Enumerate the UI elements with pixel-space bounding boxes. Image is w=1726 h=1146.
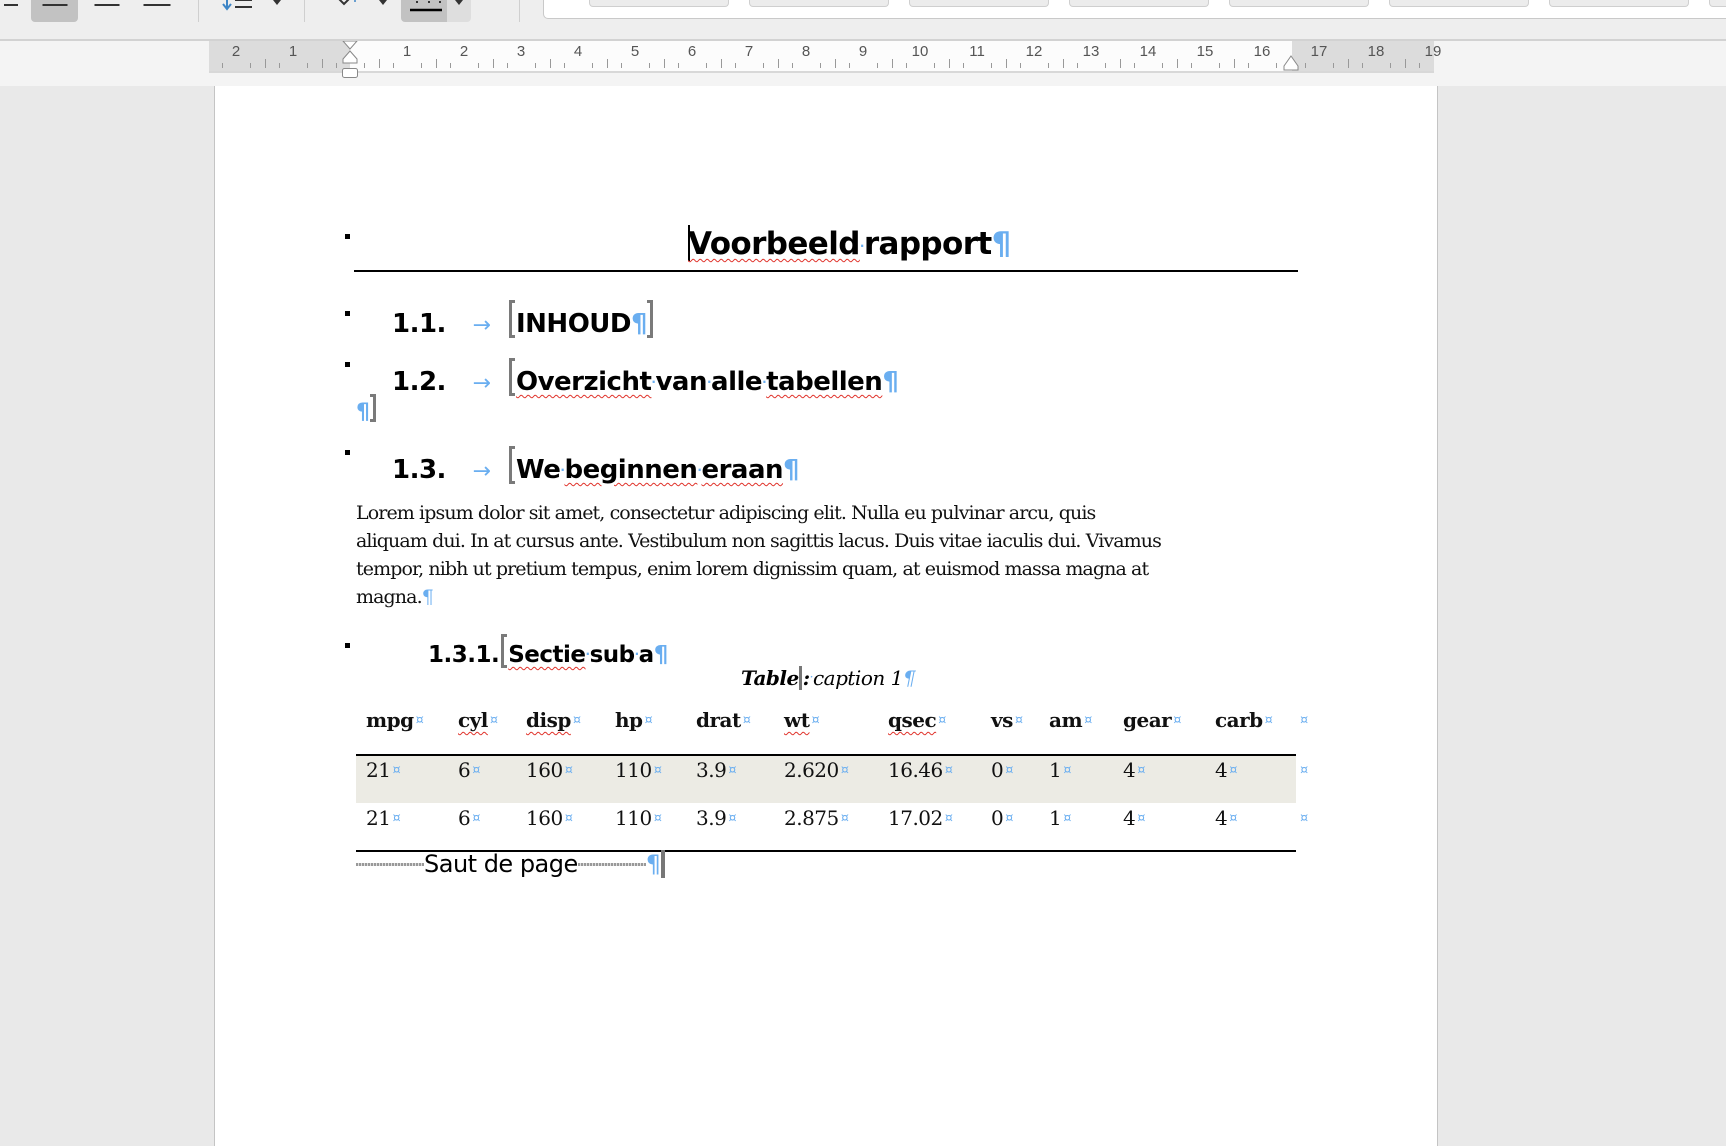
style-tile[interactable] (909, 0, 1049, 7)
ruler-tick (1276, 63, 1277, 68)
ruler-tick (949, 59, 950, 68)
align-center-icon (42, 0, 67, 12)
line-spacing-icon (222, 0, 262, 12)
ruler-tick (934, 63, 935, 68)
ruler-tick (1362, 63, 1363, 68)
ruler-tick (1177, 59, 1178, 68)
tab-arrow-icon: → (472, 371, 491, 396)
cell-end-marker: ¤ (811, 713, 820, 728)
ruler-tick (1248, 63, 1249, 68)
ruler-tick (436, 59, 437, 68)
ruler-label: 10 (911, 43, 929, 60)
paragraph-marker (345, 450, 350, 455)
ruler-label: 2 (459, 43, 469, 60)
ruler-tick (307, 63, 308, 68)
table-header-am[interactable]: am ¤ (1049, 708, 1092, 732)
table-cell[interactable]: 4 ¤ (1123, 758, 1146, 782)
ruler-tick (592, 63, 593, 68)
heading-1-1: 1.1. → INHOUD¶ (392, 300, 653, 339)
ruler-label: 13 (1082, 43, 1100, 60)
cell-end-marker: ¤ (564, 811, 573, 826)
align-center-button[interactable] (31, 0, 78, 22)
row-end-marker: ¤ (1300, 763, 1308, 778)
style-tile[interactable] (1549, 0, 1689, 7)
cell-end-marker: ¤ (392, 811, 401, 826)
title-underline (354, 270, 1298, 272)
cell-end-marker: ¤ (1084, 713, 1092, 728)
empty-paragraph: ¶ (356, 394, 376, 425)
ruler-tick (1305, 63, 1306, 68)
cell-end-marker: ¤ (1137, 763, 1146, 778)
table-cell[interactable]: 110 ¤ (615, 758, 662, 782)
table-cell[interactable]: 17.02 ¤ (888, 806, 953, 830)
heading-1-2: 1.2. → Overzicht·van·alle·tabellen¶ (392, 358, 898, 397)
ruler-tick (1063, 59, 1064, 68)
ruler-tick (421, 63, 422, 68)
ruler-tick (1333, 63, 1334, 68)
cell-end-marker: ¤ (1063, 811, 1072, 826)
ruler-tick (820, 63, 821, 68)
tab-arrow-icon: → (472, 459, 491, 484)
align-right-button[interactable] (92, 0, 122, 22)
paragraph-marker (345, 311, 350, 316)
ruler-label: 16 (1253, 43, 1271, 60)
bookmark-start (509, 358, 515, 396)
line-spacing-button[interactable] (220, 0, 282, 22)
right-indent-marker[interactable] (1283, 55, 1299, 71)
document-title: Voorbeeld·rapport¶ (688, 226, 1011, 262)
table-cell[interactable]: 2.875 ¤ (784, 806, 849, 830)
style-tile[interactable] (749, 0, 889, 7)
ruler-tick (1219, 63, 1220, 68)
cell-end-marker: ¤ (1063, 763, 1072, 778)
cell-end-marker: ¤ (944, 763, 953, 778)
align-left-icon (4, 0, 22, 12)
table-cell[interactable]: 0 ¤ (991, 758, 1014, 782)
table-cell[interactable]: 6 ¤ (458, 806, 481, 830)
row-end-marker: ¤ (1300, 713, 1308, 728)
pilcrow-mark: ¶ (991, 226, 1011, 262)
ruler-tick (493, 59, 494, 68)
ruler-tick (222, 63, 223, 68)
styles-gallery (543, 0, 1726, 19)
table-header-vs[interactable]: vs ¤ (991, 708, 1023, 732)
cell-end-marker: ¤ (938, 713, 946, 728)
cell-end-marker: ¤ (644, 713, 653, 728)
ruler-tick (393, 63, 394, 68)
table-cell[interactable]: 2.620 ¤ (784, 758, 849, 782)
cell-end-marker: ¤ (564, 763, 573, 778)
heading-1-3: 1.3. → We·beginnen·eraan¶ (392, 446, 799, 485)
table-header-gear[interactable]: gear ¤ (1123, 708, 1181, 732)
cell-end-marker: ¤ (728, 763, 737, 778)
cell-end-marker: ¤ (653, 763, 662, 778)
ruler-tick (250, 63, 251, 68)
ruler-label: 9 (858, 43, 868, 60)
ruler-label: 1 (402, 43, 412, 60)
cell-end-marker: ¤ (1229, 811, 1238, 826)
table-cell[interactable]: 160 ¤ (526, 758, 573, 782)
ruler-tick (336, 63, 337, 68)
table-header-mpg[interactable]: mpg ¤ (366, 708, 424, 732)
ruler-area (0, 41, 1726, 86)
table-cell[interactable]: 4 ¤ (1215, 806, 1238, 830)
borders-icon (408, 0, 444, 12)
ruler-tick (792, 63, 793, 68)
ruler-tick (265, 59, 266, 68)
ruler-tick (664, 59, 665, 68)
toolbar-separator (304, 0, 305, 22)
table-cell[interactable]: 1 ¤ (1049, 758, 1072, 782)
ruler-label: 8 (801, 43, 811, 60)
cell-end-marker: ¤ (742, 713, 751, 728)
ruler-tick (507, 63, 508, 68)
chevron-down-icon[interactable] (379, 0, 387, 5)
ruler-tick (849, 63, 850, 68)
paragraph-marker (345, 234, 350, 239)
ruler-tick (621, 63, 622, 68)
chevron-down-icon[interactable] (455, 0, 463, 5)
ruler-tick (778, 59, 779, 68)
cell-end-marker: ¤ (392, 763, 401, 778)
left-indent-marker[interactable] (342, 68, 358, 78)
ruler-label: 4 (573, 43, 583, 60)
style-tile[interactable] (1389, 0, 1529, 7)
table-header-carb[interactable]: carb ¤ (1215, 708, 1273, 732)
table-header-qsec[interactable]: qsec ¤ (888, 708, 946, 732)
table-header-cyl[interactable]: cyl ¤ (458, 708, 498, 732)
table-cell[interactable]: 1 ¤ (1049, 806, 1072, 830)
ruler-tick (735, 63, 736, 68)
ruler-label: 11 (969, 43, 985, 60)
cell-end-marker: ¤ (1264, 713, 1273, 728)
page-break: Saut de page ¶ (356, 850, 665, 878)
ruler-tick (649, 63, 650, 68)
cell-end-marker: ¤ (1229, 763, 1238, 778)
table-header-hp[interactable]: hp ¤ (615, 708, 653, 732)
table-cell[interactable]: 21 ¤ (366, 806, 401, 830)
ruler-label: 15 (1196, 43, 1214, 60)
cell-end-marker: ¤ (1137, 811, 1146, 826)
style-tile[interactable] (1709, 0, 1726, 7)
ruler-tick (1390, 63, 1391, 68)
cell-end-marker: ¤ (572, 713, 581, 728)
cell-end-marker: ¤ (653, 811, 662, 826)
align-left-button[interactable] (0, 0, 24, 22)
ruler-label: 7 (744, 43, 754, 60)
ruler-tick (1405, 59, 1406, 68)
horizontal-ruler[interactable] (209, 41, 1442, 73)
style-tile[interactable] (1069, 0, 1209, 7)
ruler-tick (1134, 63, 1135, 68)
cell-end-marker: ¤ (472, 811, 481, 826)
ruler-label: 1 (288, 43, 298, 60)
ruler-tick (279, 63, 280, 68)
ruler-label: 3 (516, 43, 526, 60)
paragraph-marker (345, 362, 350, 367)
table-cell[interactable]: 0 ¤ (991, 806, 1014, 830)
paint-bucket-icon (334, 0, 364, 8)
ruler-tick (1419, 63, 1420, 68)
ruler-tick (892, 59, 893, 68)
ruler-tick (322, 59, 323, 68)
align-right-icon (95, 0, 120, 12)
ruler-tick (963, 63, 964, 68)
ruler-label: 19 (1424, 43, 1442, 60)
cell-end-marker: ¤ (728, 811, 737, 826)
cell-end-marker: ¤ (944, 811, 953, 826)
table-caption: Table :·caption 1¶ (741, 666, 916, 690)
bookmark-start (501, 634, 507, 668)
ruler-tick (906, 63, 907, 68)
paragraph-marker (345, 643, 350, 648)
ruler-tick (1191, 63, 1192, 68)
ruler-tick (1162, 63, 1163, 68)
style-tile[interactable] (589, 0, 729, 7)
ruler-tick (991, 63, 992, 68)
body-paragraph: Lorem ipsum dolor sit amet, consectetur adipiscing elit. Nulla eu pulvinar arcu, quis aliquam dui. In at cursus ante. Vestibulum non sagittis lacus. Duis vitae iaculis dui. Vivamus tempor, nibh ut pretium tempus, enim lorem dignissim quam, at euismod massa magna at magna.¶ (356, 502, 1161, 608)
ruler-label: 12 (1025, 43, 1043, 60)
ruler-tick (450, 63, 451, 68)
borders-button[interactable] (401, 0, 471, 22)
table-header-drat[interactable]: drat ¤ (696, 708, 751, 732)
document-page[interactable] (215, 86, 1437, 1146)
ruler-tick (835, 59, 836, 68)
heading-1-3-1: 1.3.1. Sectie·sub·a¶ (428, 634, 668, 668)
ruler-label: 18 (1367, 43, 1385, 60)
ruler-tick (564, 63, 565, 68)
table-cell[interactable]: 16.46 ¤ (888, 758, 953, 782)
bookmark-end (647, 300, 653, 338)
table-cell[interactable]: 110 ¤ (615, 806, 662, 830)
table-cell[interactable]: 3.9 ¤ (696, 758, 737, 782)
ruler-tick (607, 59, 608, 68)
ruler-tick (535, 63, 536, 68)
cell-end-marker: ¤ (840, 811, 849, 826)
chevron-down-icon[interactable] (273, 0, 281, 5)
ruler-tick (1048, 63, 1049, 68)
ruler-tick (877, 63, 878, 68)
tab-arrow-icon: → (472, 313, 491, 338)
style-tile[interactable] (1229, 0, 1369, 7)
table-cell[interactable]: 160 ¤ (526, 806, 573, 830)
ruler-label: 2 (231, 43, 241, 60)
table-cell[interactable]: 4 ¤ (1123, 806, 1146, 830)
ruler-tick (478, 63, 479, 68)
bookmark-start (509, 300, 515, 338)
ruler-label: 5 (630, 43, 640, 60)
table-cell[interactable]: 6 ¤ (458, 758, 481, 782)
cell-end-marker: ¤ (489, 713, 498, 728)
table-cell[interactable]: 4 ¤ (1215, 758, 1238, 782)
table-cell[interactable]: 21 ¤ (366, 758, 401, 782)
ruler-tick (379, 59, 380, 68)
ruler-tick (706, 63, 707, 68)
ruler-tick (1348, 59, 1349, 68)
row-end-marker: ¤ (1300, 811, 1308, 826)
ruler-tick (678, 63, 679, 68)
table-cell[interactable]: 3.9 ¤ (696, 806, 737, 830)
ruler-tick (763, 63, 764, 68)
align-justify-button[interactable] (142, 0, 172, 22)
cell-end-marker: ¤ (1014, 713, 1023, 728)
ruler-tick (1234, 59, 1235, 68)
cell-end-marker: ¤ (415, 713, 424, 728)
cell-end-marker: ¤ (840, 763, 849, 778)
ruler-label: 17 (1310, 43, 1328, 60)
ruler-tick (1120, 59, 1121, 68)
ruler-tick (550, 59, 551, 68)
cell-end-marker: ¤ (1005, 811, 1014, 826)
table-header-wt[interactable]: wt ¤ (784, 708, 820, 732)
align-justify-icon (144, 0, 171, 12)
ruler-label: 6 (687, 43, 697, 60)
ruler-tick (1077, 63, 1078, 68)
fill-color-button[interactable] (330, 0, 390, 22)
cell-end-marker: ¤ (1005, 763, 1014, 778)
formatting-toolbar (0, 0, 1726, 41)
toolbar-separator (198, 0, 199, 22)
toolbar-separator (519, 0, 520, 22)
cell-end-marker: ¤ (1173, 713, 1181, 728)
bookmark-start (509, 446, 515, 484)
ruler-tick (1020, 63, 1021, 68)
ruler-label: 14 (1139, 43, 1157, 60)
ruler-tick (364, 63, 365, 68)
cell-end-marker: ¤ (472, 763, 481, 778)
ruler-tick (1105, 63, 1106, 68)
table-header-disp[interactable]: disp ¤ (526, 708, 581, 732)
ruler-tick (721, 59, 722, 68)
ruler-tick (1006, 59, 1007, 68)
